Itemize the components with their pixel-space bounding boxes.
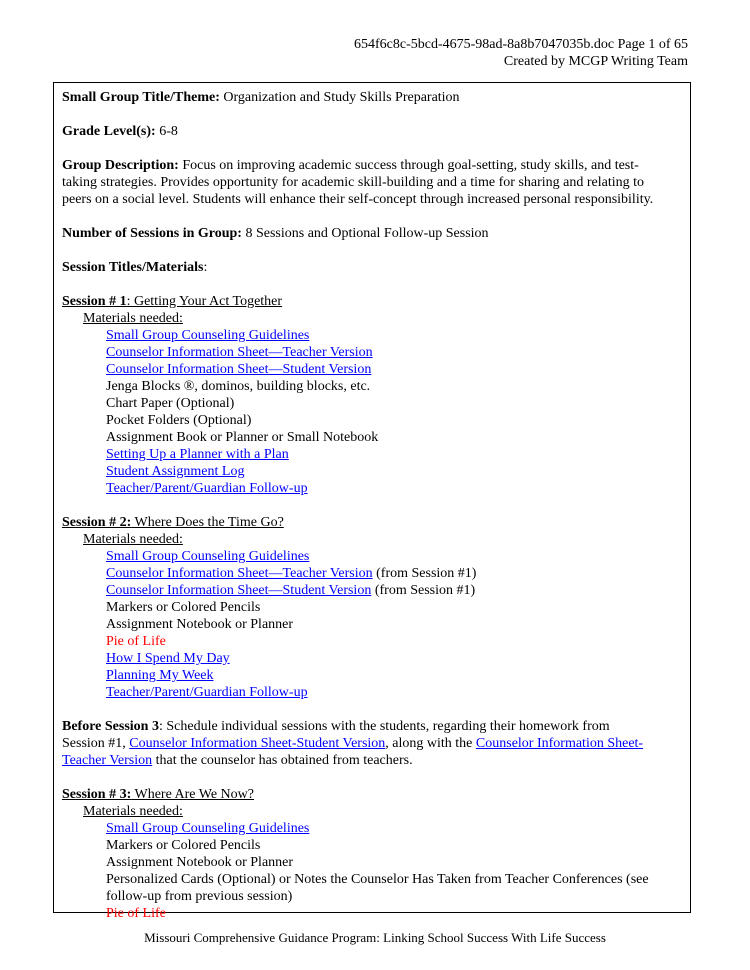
- link-counselor-sheet-teacher[interactable]: Counselor Information Sheet-: [475, 736, 644, 751]
- description-line-3: peers on a social level. Students will enhance their self-concept through increased personal responsibility.: [62, 192, 654, 207]
- list-item: Markers or Colored Pencils: [106, 838, 261, 853]
- list-item: Assignment Book or Planner or Small Notebook: [106, 430, 379, 445]
- grade-line: [62, 123, 682, 140]
- list-item: Markers or Colored Pencils: [106, 600, 261, 615]
- list-item: Assignment Notebook or Planner: [106, 617, 294, 632]
- session-titles-heading: Session Titles/Materials:: [62, 260, 208, 275]
- list-item-pie-of-life: Pie of Life: [106, 906, 166, 921]
- sessions-count-line: [62, 225, 682, 242]
- list-item: Personalized Cards (Optional) or Notes the Counselor Has Taken from Teacher Conferences (see: [106, 872, 649, 887]
- link-counselor-sheet-student[interactable]: Counselor Information Sheet—Student Version: [106, 583, 372, 598]
- list-item: Chart Paper (Optional): [106, 396, 235, 411]
- link-counselor-sheet-student[interactable]: Counselor Information Sheet-Student Version: [129, 736, 386, 751]
- doc-author: Created by MCGP Writing Team: [503, 54, 688, 69]
- list-item: Jenga Blocks ®, dominos, building blocks, etc.: [106, 379, 371, 394]
- link-small-group-guidelines[interactable]: Small Group Counseling Guidelines: [106, 821, 310, 836]
- list-item: Pocket Folders (Optional): [106, 413, 252, 428]
- before-session-3-line-3: Teacher Version that the counselor has obtained from teachers.: [62, 753, 413, 768]
- list-item: [62, 548, 682, 565]
- before-session-3-line-1: Before Session 3: Schedule individual sessions with the students, regarding their homework from: [62, 719, 610, 734]
- description-label: Group Description:: [62, 158, 179, 173]
- list-item: [62, 650, 682, 667]
- sessions-count-label: Number of Sessions in Group:: [62, 226, 242, 241]
- list-item: Counselor Information Sheet—Teacher Version (from Session #1): [106, 566, 477, 581]
- list-item: [62, 446, 682, 463]
- title-value: Organization and Study Skills Preparation: [219, 90, 460, 105]
- document-header: [354, 36, 688, 70]
- list-item: [62, 361, 682, 378]
- link-counselor-sheet-student[interactable]: Counselor Information Sheet—Student Version: [106, 362, 372, 377]
- link-how-i-spend-my-day[interactable]: How I Spend My Day: [106, 651, 230, 666]
- session-2-materials-label: Materials needed:: [83, 532, 183, 547]
- grade-value: 6-8: [155, 124, 178, 139]
- link-planning-my-week[interactable]: Planning My Week: [106, 668, 214, 683]
- link-student-assignment-log[interactable]: Student Assignment Log: [106, 464, 245, 479]
- before-session-3-line-2: Session #1, Counselor Information Sheet-Student Version, along with the Counselor Information Sheet-: [62, 736, 644, 751]
- description-line-2: taking strategies. Provides opportunity for academic skill-building and a time for sharing and relating to: [62, 175, 645, 190]
- link-setting-up-planner[interactable]: Setting Up a Planner with a Plan: [106, 447, 289, 462]
- link-small-group-guidelines[interactable]: Small Group Counseling Guidelines: [106, 328, 310, 343]
- before-session-3-label: Before Session 3: [62, 719, 159, 734]
- session-1-materials-label: Materials needed:: [83, 311, 183, 326]
- title-line: [62, 89, 682, 106]
- list-item: [62, 480, 682, 497]
- session-2-heading: Session # 2: Where Does the Time Go?: [62, 515, 284, 530]
- sessions-count-value: 8 Sessions and Optional Follow-up Session: [241, 226, 489, 241]
- list-item: [62, 463, 682, 480]
- link-counselor-sheet-teacher[interactable]: Counselor Information Sheet—Teacher Version: [106, 566, 373, 581]
- document-footer: Missouri Comprehensive Guidance Program: Linking School Success With Life Success: [144, 930, 606, 945]
- list-item-pie-of-life: Pie of Life: [106, 634, 166, 649]
- session-1-heading: Session # 1: Getting Your Act Together: [62, 294, 283, 309]
- description-line-1: Group Description: Focus on improving academic success through goal-setting, study skills, and test-: [62, 158, 639, 173]
- content-box: [53, 82, 691, 921]
- list-item: follow-up from previous session): [106, 889, 293, 904]
- list-item: Assignment Notebook or Planner: [106, 855, 294, 870]
- grade-label: Grade Level(s):: [62, 124, 156, 139]
- link-counselor-sheet-teacher[interactable]: Counselor Information Sheet—Teacher Version: [106, 345, 373, 360]
- link-small-group-guidelines[interactable]: Small Group Counseling Guidelines: [106, 549, 310, 564]
- title-label: Small Group Title/Theme:: [62, 90, 220, 105]
- list-item: [62, 344, 682, 361]
- list-item: [62, 667, 682, 684]
- list-item: [62, 327, 682, 344]
- doc-filename-page: 654f6c8c-5bcd-4675-98ad-8a8b7047035b.doc Page 1 of 65: [354, 37, 688, 52]
- link-counselor-sheet-teacher-cont[interactable]: Teacher Version: [62, 753, 153, 768]
- session-3-materials-label: Materials needed:: [83, 804, 183, 819]
- session-3-heading: Session # 3: Where Are We Now?: [62, 787, 254, 802]
- link-teacher-parent-followup[interactable]: Teacher/Parent/Guardian Follow-up: [106, 685, 308, 700]
- list-item: Counselor Information Sheet—Student Version (from Session #1): [106, 583, 476, 598]
- link-teacher-parent-followup[interactable]: Teacher/Parent/Guardian Follow-up: [106, 481, 308, 496]
- list-item: [62, 684, 682, 701]
- list-item: [62, 820, 682, 837]
